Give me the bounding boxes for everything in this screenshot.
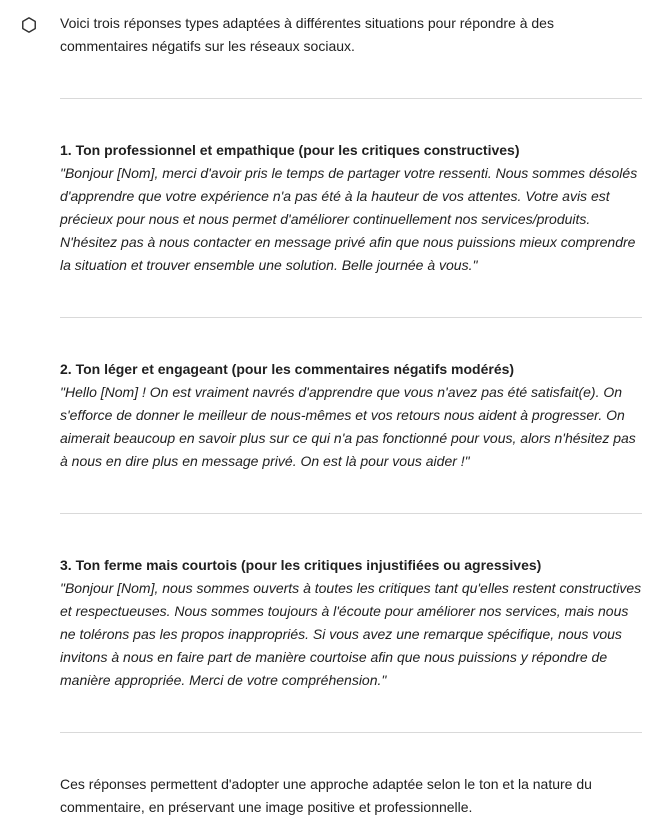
response-quote: "Bonjour [Nom], merci d'avoir pris le temps de partager votre ressenti. Nous sommes désolés d'apprendre que votre expérience n'a pas été à la hauteur de vos attentes. Votre avis est précieux pour nous et nous permet d'améliorer continuellement nos services/produits. N'hésitez pas à nous contacter en message privé afin que nous puissions mieux comprendre la situation et trouver ensemble une solution. Belle journée à vous.": [60, 165, 638, 273]
response-quote: "Hello [Nom] ! On est vraiment navrés d'apprendre que vous n'avez pas été satisfait(e). On s'efforce de donner le meilleur de nous-mêmes et vos retours nous aident à progresser. On aimerait beaucoup en savoir plus sur ce qui n'a pas fonctionné pour vous, alors n'hésitez pas à nous en dire plus en message privé. On est là pour vous aider !": [60, 384, 636, 469]
section-title: 2. Ton léger et engageant (pour les commentaires négatifs modérés): [60, 361, 515, 377]
divider: [60, 317, 642, 318]
response-section-3: [60, 554, 642, 692]
intro-paragraph: Voici trois réponses types adaptées à différentes situations pour répondre à des commentaires négatifs sur les réseaux sociaux.: [60, 15, 554, 54]
assistant-message: [60, 12, 642, 819]
outro-paragraph: Ces réponses permettent d'adopter une approche adaptée selon le ton et la nature du commentaire, en préservant une image positive et professionnelle.: [60, 776, 592, 815]
response-quote: "Bonjour [Nom], nous sommes ouverts à toutes les critiques tant qu'elles restent constructives et respectueuses. Nous sommes toujours à l'écoute pour améliorer nos services, mais nous ne tolérons pas les propos inappropriés. Si vous avez une remarque spécifique, nous vous invitons à nous en faire part de manière courtoise afin que nous puissions y répondre de manière appropriée. Merci de votre compréhension.": [60, 580, 642, 688]
divider: [60, 732, 642, 733]
openai-logo-icon: [19, 15, 39, 35]
section-title: 3. Ton ferme mais courtois (pour les critiques injustifiées ou agressives): [60, 557, 542, 573]
response-section-1: [60, 139, 642, 277]
divider: [60, 98, 642, 99]
section-title: 1. Ton professionnel et empathique (pour les critiques constructives): [60, 142, 520, 158]
response-section-2: [60, 358, 642, 473]
divider: [60, 513, 642, 514]
